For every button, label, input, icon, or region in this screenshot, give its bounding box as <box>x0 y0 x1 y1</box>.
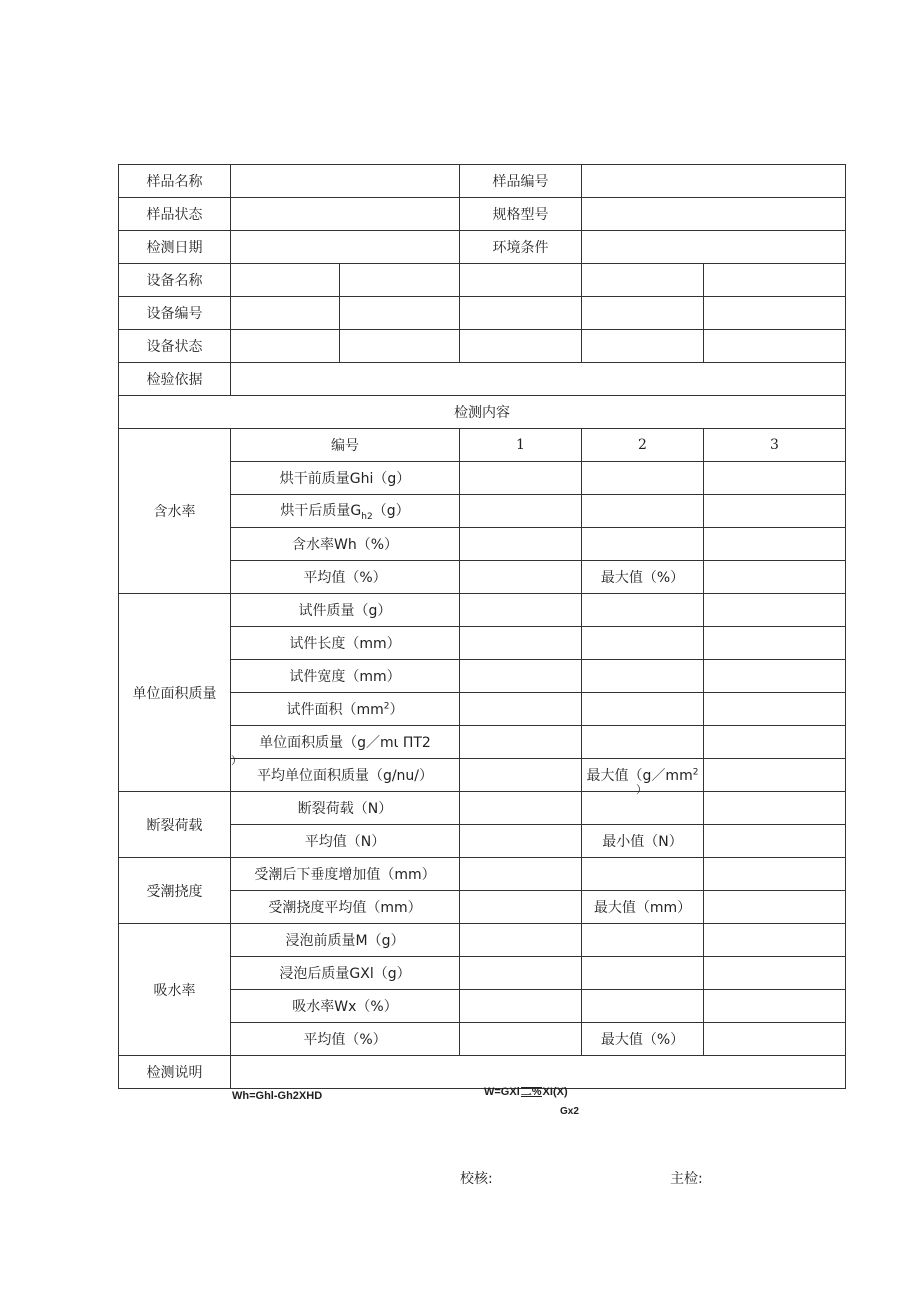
data-cell[interactable] <box>704 660 846 693</box>
data-cell[interactable] <box>460 495 582 528</box>
row-label: 试件质量（g） <box>231 594 460 627</box>
device-state-field[interactable] <box>704 330 846 363</box>
col-1-header: 1 <box>460 429 582 462</box>
data-cell[interactable] <box>460 528 582 561</box>
label-subscript: h2 <box>361 511 373 522</box>
device-no-field[interactable] <box>582 297 704 330</box>
device-no-label: 设备编号 <box>119 297 231 330</box>
data-cell[interactable] <box>582 924 704 957</box>
data-cell[interactable] <box>582 858 704 891</box>
absorb-section-label: 吸水率 <box>119 924 231 1056</box>
device-no-field[interactable] <box>231 297 340 330</box>
data-cell[interactable] <box>704 627 846 660</box>
data-cell[interactable] <box>582 627 704 660</box>
sample-state-field[interactable] <box>231 198 460 231</box>
data-cell[interactable] <box>582 462 704 495</box>
max-value-cell[interactable] <box>704 1023 846 1056</box>
device-name-field[interactable] <box>460 264 582 297</box>
data-cell[interactable] <box>582 495 704 528</box>
data-cell[interactable] <box>582 990 704 1023</box>
data-cell[interactable] <box>460 594 582 627</box>
device-name-field[interactable] <box>704 264 846 297</box>
inspector-signature-label: 主检: <box>670 1171 703 1187</box>
env-cond-field[interactable] <box>582 231 846 264</box>
device-state-field[interactable] <box>582 330 704 363</box>
label-text: 烘干后质量G <box>280 503 362 520</box>
test-date-field[interactable] <box>231 231 460 264</box>
moisture-formula: Wh=Ghl-Gh2XHD <box>232 1090 323 1102</box>
row-label <box>231 495 460 528</box>
min-value-cell[interactable] <box>704 825 846 858</box>
data-cell[interactable] <box>582 693 704 726</box>
data-cell[interactable] <box>460 957 582 990</box>
device-state-label: 设备状态 <box>119 330 231 363</box>
spec-model-field[interactable] <box>582 198 846 231</box>
sample-name-field[interactable] <box>231 165 460 198</box>
data-cell[interactable] <box>704 495 846 528</box>
break-load-section-label: 断裂荷载 <box>119 792 231 858</box>
row-label: 烘干前质量Ghi（g） <box>231 462 460 495</box>
data-cell[interactable] <box>460 792 582 825</box>
data-cell[interactable] <box>704 462 846 495</box>
data-cell[interactable] <box>460 990 582 1023</box>
max-label: 最大值（%） <box>582 1023 704 1056</box>
avg-label: 平均值（%） <box>231 1023 460 1056</box>
row-label: 含水率Wh（%） <box>231 528 460 561</box>
data-cell[interactable] <box>460 858 582 891</box>
sample-state-label: 样品状态 <box>119 198 231 231</box>
damp-section-label: 受潮挠度 <box>119 858 231 924</box>
data-cell[interactable] <box>582 726 704 759</box>
formula-part: W=GXl <box>484 1086 520 1098</box>
review-signature-label: 校核: <box>460 1171 493 1187</box>
avg-value-cell[interactable] <box>460 561 582 594</box>
row-label: 吸水率Wx（%） <box>231 990 460 1023</box>
test-date-label: 检测日期 <box>119 231 231 264</box>
device-name-label: 设备名称 <box>119 264 231 297</box>
basis-label: 检验依据 <box>119 363 231 396</box>
notes-label: 检测说明 <box>119 1056 231 1089</box>
number-header: 编号 <box>231 429 460 462</box>
formula-part: XI(X) <box>542 1086 568 1098</box>
data-cell[interactable] <box>582 594 704 627</box>
label-text: （g） <box>372 503 410 520</box>
data-cell[interactable] <box>460 924 582 957</box>
avg-label: 平均值（%） <box>231 561 460 594</box>
device-no-field[interactable] <box>460 297 582 330</box>
avg-label: 平均值（N） <box>231 825 460 858</box>
data-cell[interactable] <box>704 726 846 759</box>
row-label: 受潮后下垂度增加值（mm） <box>231 858 460 891</box>
data-cell[interactable] <box>582 660 704 693</box>
label-text: ） <box>389 702 404 718</box>
formula-denominator: Gx2 <box>560 1106 579 1117</box>
max-value-cell[interactable] <box>704 561 846 594</box>
device-no-field[interactable] <box>340 297 460 330</box>
avg-value-cell[interactable] <box>460 891 582 924</box>
row-label: 断裂荷载（N） <box>231 792 460 825</box>
device-name-field[interactable] <box>340 264 460 297</box>
data-cell[interactable] <box>704 693 846 726</box>
data-cell[interactable] <box>582 957 704 990</box>
data-cell[interactable] <box>460 660 582 693</box>
sample-no-field[interactable] <box>582 165 846 198</box>
content-heading: 检测内容 <box>119 396 846 429</box>
row-label: 试件宽度（mm） <box>231 660 460 693</box>
label-overflow: ） <box>636 783 647 796</box>
notes-content <box>231 1056 846 1117</box>
max-label: 最大值（mm） <box>582 891 704 924</box>
env-cond-label: 环境条件 <box>460 231 582 264</box>
data-cell[interactable] <box>704 924 846 957</box>
row-label <box>231 726 460 767</box>
device-state-field[interactable] <box>460 330 582 363</box>
data-cell[interactable] <box>460 462 582 495</box>
device-name-field[interactable] <box>231 264 340 297</box>
formula-fraction: 二% <box>520 1086 542 1098</box>
sample-no-label: 样品编号 <box>460 165 582 198</box>
label-text: 最大值（g／mm <box>586 768 693 784</box>
test-record-table <box>118 164 846 1117</box>
label-overflow: ） <box>231 754 242 767</box>
data-cell[interactable] <box>460 726 582 759</box>
data-cell[interactable] <box>582 528 704 561</box>
device-name-field[interactable] <box>582 264 704 297</box>
max-value-cell[interactable] <box>704 891 846 924</box>
avg-value-cell[interactable] <box>460 1023 582 1056</box>
data-cell[interactable] <box>704 792 846 825</box>
row-label: 浸泡后质量GXl（g） <box>231 957 460 990</box>
device-state-field[interactable] <box>340 330 460 363</box>
data-cell[interactable] <box>704 990 846 1023</box>
label-text: 单位面积质量（g／mι ΠΤ2 <box>259 735 431 751</box>
row-label: 浸泡前质量M（g） <box>231 924 460 957</box>
data-cell[interactable] <box>704 528 846 561</box>
data-cell[interactable] <box>704 858 846 891</box>
min-label: 最小值（N） <box>582 825 704 858</box>
spec-model-label: 规格型号 <box>460 198 582 231</box>
basis-field[interactable] <box>231 363 846 396</box>
sample-name-label: 样品名称 <box>119 165 231 198</box>
label-superscript: 2 <box>383 701 390 712</box>
max-label <box>582 759 704 796</box>
device-state-field[interactable] <box>231 330 340 363</box>
data-cell[interactable] <box>460 627 582 660</box>
moisture-section-label: 含水率 <box>119 429 231 594</box>
avg-label: 平均单位面积质量（g/nu/） <box>231 759 460 792</box>
data-cell[interactable] <box>460 693 582 726</box>
unit-mass-section-label: 单位面积质量 <box>119 594 231 792</box>
avg-value-cell[interactable] <box>460 825 582 858</box>
row-label: 试件长度（mm） <box>231 627 460 660</box>
absorb-formula <box>484 1086 568 1098</box>
label-text: 试件面积（mm <box>286 702 384 718</box>
max-label: 最大值（%） <box>582 561 704 594</box>
avg-value-cell[interactable] <box>460 759 582 792</box>
label-superscript: 2 <box>692 767 699 778</box>
row-label <box>231 693 460 726</box>
data-cell[interactable] <box>704 957 846 990</box>
max-value-cell[interactable] <box>704 759 846 792</box>
data-cell[interactable] <box>704 594 846 627</box>
avg-label: 受潮挠度平均值（mm） <box>231 891 460 924</box>
col-3-header: 3 <box>704 429 846 462</box>
col-2-header: 2 <box>582 429 704 462</box>
device-no-field[interactable] <box>704 297 846 330</box>
